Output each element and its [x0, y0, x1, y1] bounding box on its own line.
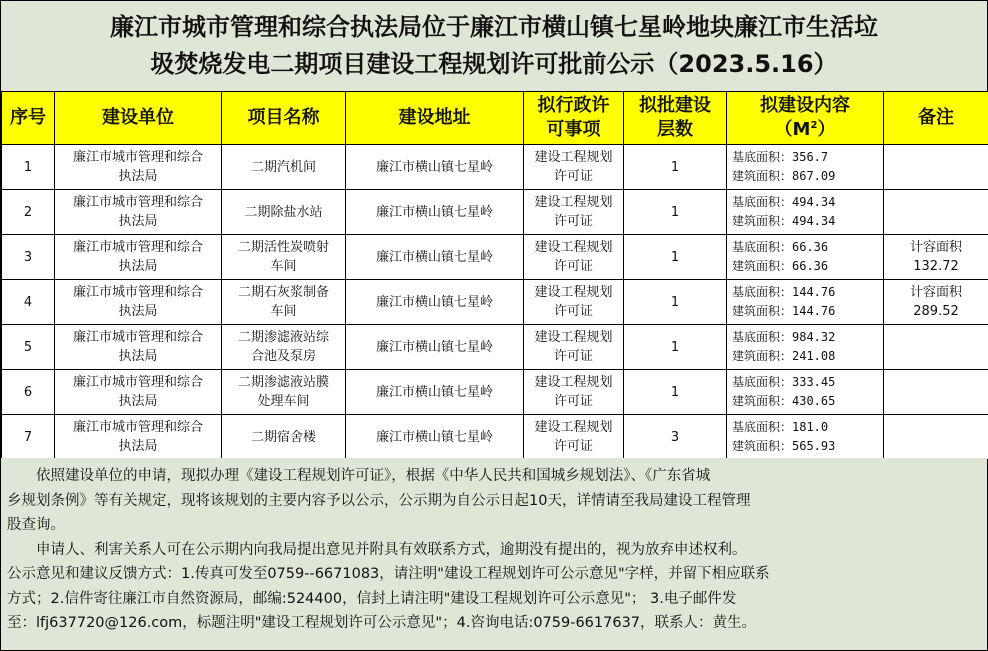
- cell-permit: 建设工程规划 许可证: [524, 280, 624, 325]
- notice-paragraph-2: 申请人、利害关系人可在公示期内向我局提出意见并附具有效联系方式，逾期没有提出的，视为放弃申述权利。: [36, 541, 747, 558]
- cell-seq: 7: [2, 415, 55, 460]
- cell-address: 廉江市横山镇七星岭: [346, 190, 524, 235]
- cell-floors: 1: [624, 235, 727, 280]
- header-floors: 拟批建设 层数: [624, 92, 727, 145]
- table-row: [2, 370, 988, 415]
- cell-unit: 廉江市城市管理和综合 执法局: [55, 415, 222, 460]
- title-line-2: 圾焚烧发电二期项目建设工程规划许可批前公示（2023.5.16）: [150, 50, 838, 78]
- cell-remark: [884, 190, 988, 235]
- cell-seq: 1: [2, 145, 55, 190]
- header-unit: 建设单位: [55, 92, 222, 145]
- cell-project: 二期活性炭喷射 车间: [222, 235, 346, 280]
- cell-address: 廉江市横山镇七星岭: [346, 280, 524, 325]
- cell-content: 基底面积：66.36 建筑面积：66.36: [727, 235, 884, 280]
- cell-address: 廉江市横山镇七星岭: [346, 235, 524, 280]
- cell-unit: 廉江市城市管理和综合 执法局: [55, 370, 222, 415]
- cell-content: 基底面积：144.76 建筑面积：144.76: [727, 280, 884, 325]
- cell-floors: 3: [624, 415, 727, 460]
- cell-content: 基底面积：333.45 建筑面积：430.65: [727, 370, 884, 415]
- header-permit: 拟行政许 可事项: [524, 92, 624, 145]
- cell-permit: 建设工程规划 许可证: [524, 235, 624, 280]
- table-row: [2, 190, 988, 235]
- table-row: [2, 235, 988, 280]
- cell-remark: 计容面积 289.52: [884, 280, 988, 325]
- cell-floors: 1: [624, 325, 727, 370]
- cell-content: 基底面积：984.32 建筑面积：241.08: [727, 325, 884, 370]
- cell-seq: 2: [2, 190, 55, 235]
- header-seq: 序号: [2, 92, 55, 145]
- cell-remark: [884, 145, 988, 190]
- permit-table: [1, 91, 988, 460]
- cell-floors: 1: [624, 145, 727, 190]
- cell-unit: 廉江市城市管理和综合 执法局: [55, 145, 222, 190]
- cell-remark: [884, 415, 988, 460]
- cell-project: 二期石灰浆制备 车间: [222, 280, 346, 325]
- cell-address: 廉江市横山镇七星岭: [346, 415, 524, 460]
- title-line-1: 廉江市城市管理和综合执法局位于廉江市横山镇七星岭地块廉江市生活垃: [110, 13, 878, 41]
- cell-seq: 6: [2, 370, 55, 415]
- cell-content: 基底面积：181.0 建筑面积：565.93: [727, 415, 884, 460]
- cell-permit: 建设工程规划 许可证: [524, 370, 624, 415]
- cell-unit: 廉江市城市管理和综合 执法局: [55, 325, 222, 370]
- cell-permit: 建设工程规划 许可证: [524, 325, 624, 370]
- cell-content: 基底面积：356.7 建筑面积：867.09: [727, 145, 884, 190]
- cell-floors: 1: [624, 370, 727, 415]
- header-project: 项目名称: [222, 92, 346, 145]
- table-row: [2, 415, 988, 460]
- notice-paragraph-3: 公示意见和建议反馈方式：1.传真可发至0759--6671083，请注明"建设工程规划许可公示意见"字样，并留下相应联系 方式；2.信件寄往廉江市自然资源局，邮编:524400，信封上请注明"建设工程规划许可公示意见"； 3.电子邮件发 至：lfj637720@126.com，标题注明"建设工程规划许可公示意见"；4.咨询电话:0759-6617637，联系人：黄生。: [7, 566, 770, 631]
- cell-content: 基底面积：494.34 建筑面积：494.34: [727, 190, 884, 235]
- cell-permit: 建设工程规划 许可证: [524, 145, 624, 190]
- notice-paragraph-1: 依照建设单位的申请，现拟办理《建设工程规划许可证》，根据《中华人民共和国城乡规划法》、《广东省城 乡规划条例》等有关规定，现将该规划的主要内容予以公示，公示期为自公示日起10天，详情请至我局建设工程管理 股查询。: [7, 468, 751, 533]
- cell-seq: 5: [2, 325, 55, 370]
- cell-project: 二期宿舍楼: [222, 415, 346, 460]
- header-address: 建设地址: [346, 92, 524, 145]
- cell-project: 二期除盐水站: [222, 190, 346, 235]
- cell-remark: [884, 325, 988, 370]
- page-title: [1, 1, 987, 91]
- cell-project: 二期渗滤液站膜 处理车间: [222, 370, 346, 415]
- cell-project: 二期汽机间: [222, 145, 346, 190]
- header-remark: 备注: [884, 92, 988, 145]
- cell-address: 廉江市横山镇七星岭: [346, 370, 524, 415]
- cell-unit: 廉江市城市管理和综合 执法局: [55, 190, 222, 235]
- header-content: 拟建设内容 $(M^2)$: [727, 92, 884, 145]
- cell-remark: [884, 370, 988, 415]
- table-row: [2, 325, 988, 370]
- cell-permit: 建设工程规划 许可证: [524, 190, 624, 235]
- cell-floors: 1: [624, 190, 727, 235]
- cell-remark: 计容面积 132.72: [884, 235, 988, 280]
- cell-seq: 4: [2, 280, 55, 325]
- table-row: [2, 145, 988, 190]
- table-row: [2, 280, 988, 325]
- table-header-row: [2, 92, 988, 145]
- cell-seq: 3: [2, 235, 55, 280]
- cell-floors: 1: [624, 280, 727, 325]
- notice-text: [1, 458, 987, 650]
- cell-address: 廉江市横山镇七星岭: [346, 325, 524, 370]
- cell-project: 二期渗滤液站综 合池及泵房: [222, 325, 346, 370]
- cell-address: 廉江市横山镇七星岭: [346, 145, 524, 190]
- cell-unit: 廉江市城市管理和综合 执法局: [55, 280, 222, 325]
- cell-permit: 建设工程规划 许可证: [524, 415, 624, 460]
- cell-unit: 廉江市城市管理和综合 执法局: [55, 235, 222, 280]
